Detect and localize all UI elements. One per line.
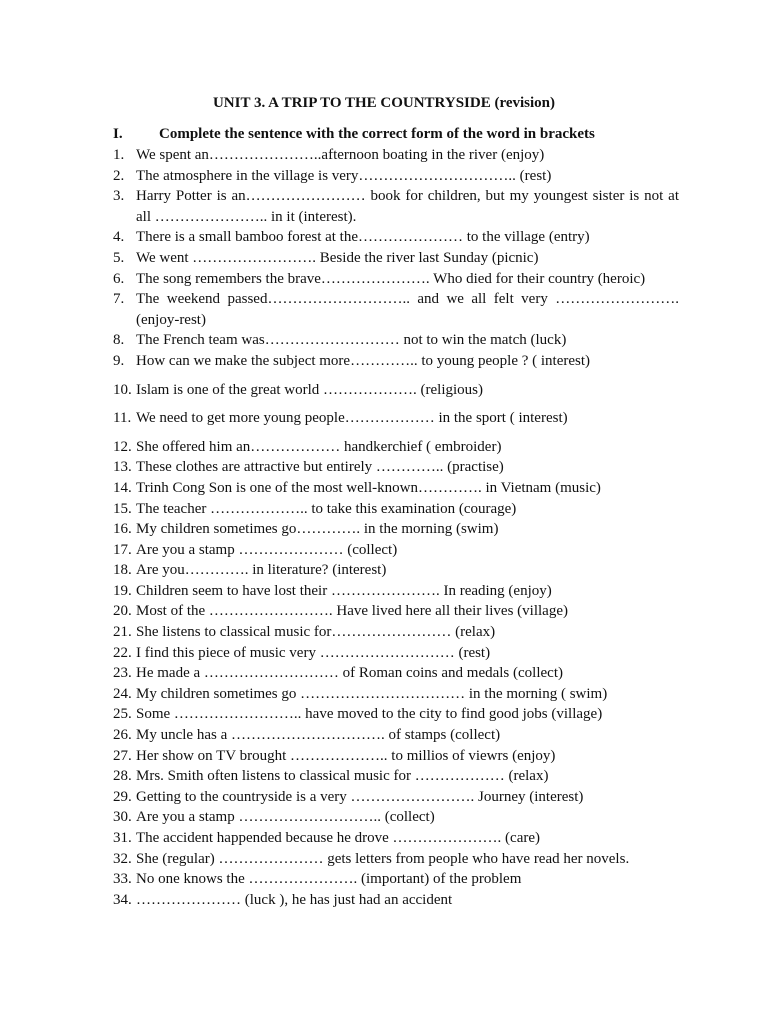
exercise-number: 14. xyxy=(113,479,132,496)
exercise-sentence: We spent an…………………..afternoon boating in the river (enjoy) xyxy=(136,147,545,163)
exercise-number: 18. xyxy=(113,562,132,579)
exercise-number: 8. xyxy=(113,332,125,349)
exercise-item xyxy=(113,807,679,828)
exercise-sentence: She (regular) ………………… gets letters from people who have read her novels. xyxy=(136,850,630,867)
exercise-sentence: The song remembers the brave…………………. Who died for their country (heroic) xyxy=(136,270,646,287)
exercise-item xyxy=(113,766,679,787)
exercise-sentence: Trinh Cong Son is one of the most well-known…………. in Vietnam (music) xyxy=(136,479,601,496)
exercise-item xyxy=(113,828,679,849)
exercise-sentence: We need to get more young people……………… in the sport ( interest) xyxy=(136,410,568,427)
exercise-number: 10. xyxy=(113,381,132,398)
exercise-sentence: Getting to the countryside is a very ……………………. Journey (interest) xyxy=(136,788,584,805)
exercise-sentence: My children sometimes go …………………………… in the morning ( swim) xyxy=(136,685,608,702)
exercise-item xyxy=(113,248,679,269)
exercise-sentence: The teacher ……………….. to take this examination (courage) xyxy=(136,500,517,517)
exercise-number: 2. xyxy=(113,167,125,184)
exercise-sentence: Are you a stamp ………………… (collect) xyxy=(136,541,398,558)
exercise-sentence: My children sometimes go…………. in the morning (swim) xyxy=(136,521,499,538)
exercise-number: 11. xyxy=(113,410,132,427)
exercise-item xyxy=(113,408,679,429)
exercise-item xyxy=(113,787,679,808)
exercise-number: 33. xyxy=(113,871,132,888)
exercise-sentence: No one knows the …………………. (important) of the problem xyxy=(136,871,522,888)
exercise-item xyxy=(113,890,679,911)
exercise-sentence: The accident happended because he drove …………………. (care) xyxy=(136,830,540,846)
exercise-item xyxy=(113,869,679,890)
exercise-sentence: ………………… (luck ), he has just had an accident xyxy=(136,891,453,908)
exercise-sentence: He made a ……………………… of Roman coins and medals (collect) xyxy=(136,665,563,682)
exercise-item xyxy=(113,289,679,330)
exercise-item xyxy=(113,186,679,227)
exercise-item xyxy=(113,351,679,372)
exercise-item xyxy=(113,478,679,499)
exercise-sentence: Mrs. Smith often listens to classical music for ……………… (relax) xyxy=(136,768,549,785)
exercise-sentence: These clothes are attractive but entirely ………….. (practise) xyxy=(136,459,504,476)
exercise-item xyxy=(113,560,679,581)
exercise-sentence: The atmosphere in the village is very………………………….. (rest) xyxy=(136,167,552,184)
exercise-sentence: The weekend passed……………………….. and we all felt very ……………………. (enjoy-rest) xyxy=(136,291,679,328)
exercise-number: 34. xyxy=(113,891,132,908)
exercise-sentence: We went ……………………. Beside the river last Sunday (picnic) xyxy=(136,249,539,266)
exercise-number: 12. xyxy=(113,438,132,455)
exercise-item xyxy=(113,227,679,248)
exercise-item xyxy=(113,849,679,870)
exercise-item xyxy=(113,725,679,746)
exercise-item xyxy=(113,330,679,351)
exercise-sentence: Are you…………. in literature? (interest) xyxy=(136,562,387,579)
exercise-item xyxy=(113,145,679,166)
exercise-number: 27. xyxy=(113,747,132,764)
exercise-number: 3. xyxy=(113,188,125,205)
exercise-sentence: Most of the ……………………. Have lived here all their lives (village) xyxy=(136,603,568,620)
exercise-number: 16. xyxy=(113,521,132,538)
exercise-number: 22. xyxy=(113,644,132,661)
exercise-number: 24. xyxy=(113,685,132,702)
exercise-number: 17. xyxy=(113,541,132,558)
exercise-item xyxy=(113,746,679,767)
exercise-number: 15. xyxy=(113,500,132,517)
exercise-sentence: She offered him an……………… handkerchief ( embroider) xyxy=(136,438,502,455)
exercise-number: 1. xyxy=(113,147,125,163)
exercise-item xyxy=(113,684,679,705)
exercise-sentence: Children seem to have lost their …………………. In reading (enjoy) xyxy=(136,582,552,599)
exercise-item xyxy=(113,581,679,602)
exercise-item xyxy=(113,643,679,664)
exercise-number: 5. xyxy=(113,249,125,266)
exercise-sentence: The French team was……………………… not to win the match (luck) xyxy=(136,332,567,349)
exercise-number: 31. xyxy=(113,830,132,846)
exercise-item xyxy=(113,704,679,725)
section-heading: Complete the sentence with the correct form of the word in brackets xyxy=(159,126,595,142)
exercise-item xyxy=(113,457,679,478)
exercise-item xyxy=(113,437,679,458)
page-title: UNIT 3. A TRIP TO THE COUNTRYSIDE (revision) xyxy=(212,95,556,111)
exercise-item xyxy=(113,540,679,561)
exercise-item xyxy=(113,499,679,520)
exercise-item xyxy=(113,380,679,401)
exercise-sentence: She listens to classical music for…………………… (relax) xyxy=(136,624,496,641)
exercise-sentence: Are you a stamp ……………………….. (collect) xyxy=(136,809,435,826)
exercise-sentence: How can we make the subject more………….. to young people ? ( interest) xyxy=(136,352,591,369)
exercise-number: 13. xyxy=(113,459,132,476)
exercise-number: 28. xyxy=(113,768,132,785)
exercise-sentence: Harry Potter is an…………………… book for children, but my youngest sister is not at all ………………….. in it (interest). xyxy=(136,188,679,225)
exercise-number: 7. xyxy=(113,291,125,308)
exercise-number: 32. xyxy=(113,850,132,867)
exercise-item xyxy=(113,519,679,540)
exercise-number: 25. xyxy=(113,706,132,723)
exercise-number: 21. xyxy=(113,624,132,641)
exercise-number: 4. xyxy=(113,229,125,246)
exercise-item xyxy=(113,166,679,187)
exercise-sentence: Her show on TV brought ……………….. to millios of viewrs (enjoy) xyxy=(136,747,556,764)
exercise-number: 26. xyxy=(113,727,132,744)
exercise-list xyxy=(113,145,679,910)
exercise-number: 29. xyxy=(113,788,132,805)
exercise-sentence: There is a small bamboo forest at the………………… to the village (entry) xyxy=(136,229,590,246)
exercise-sentence: Islam is one of the great world ………………. (religious) xyxy=(136,381,484,398)
exercise-item xyxy=(113,622,679,643)
exercise-number: 9. xyxy=(113,352,125,369)
exercise-number: 6. xyxy=(113,270,125,287)
exercise-number: 23. xyxy=(113,665,132,682)
section-number: I. xyxy=(113,126,123,142)
exercise-number: 30. xyxy=(113,809,132,826)
exercise-item xyxy=(113,663,679,684)
exercise-number: 20. xyxy=(113,603,132,620)
exercise-item xyxy=(113,601,679,622)
exercise-sentence: My uncle has a …………………………. of stamps (collect) xyxy=(136,727,501,744)
exercise-sentence: Some …………………….. have moved to the city to find good jobs (village) xyxy=(136,706,603,723)
exercise-item xyxy=(113,269,679,290)
exercise-sentence: I find this piece of music very ……………………… (rest) xyxy=(136,644,491,661)
exercise-number: 19. xyxy=(113,582,132,599)
